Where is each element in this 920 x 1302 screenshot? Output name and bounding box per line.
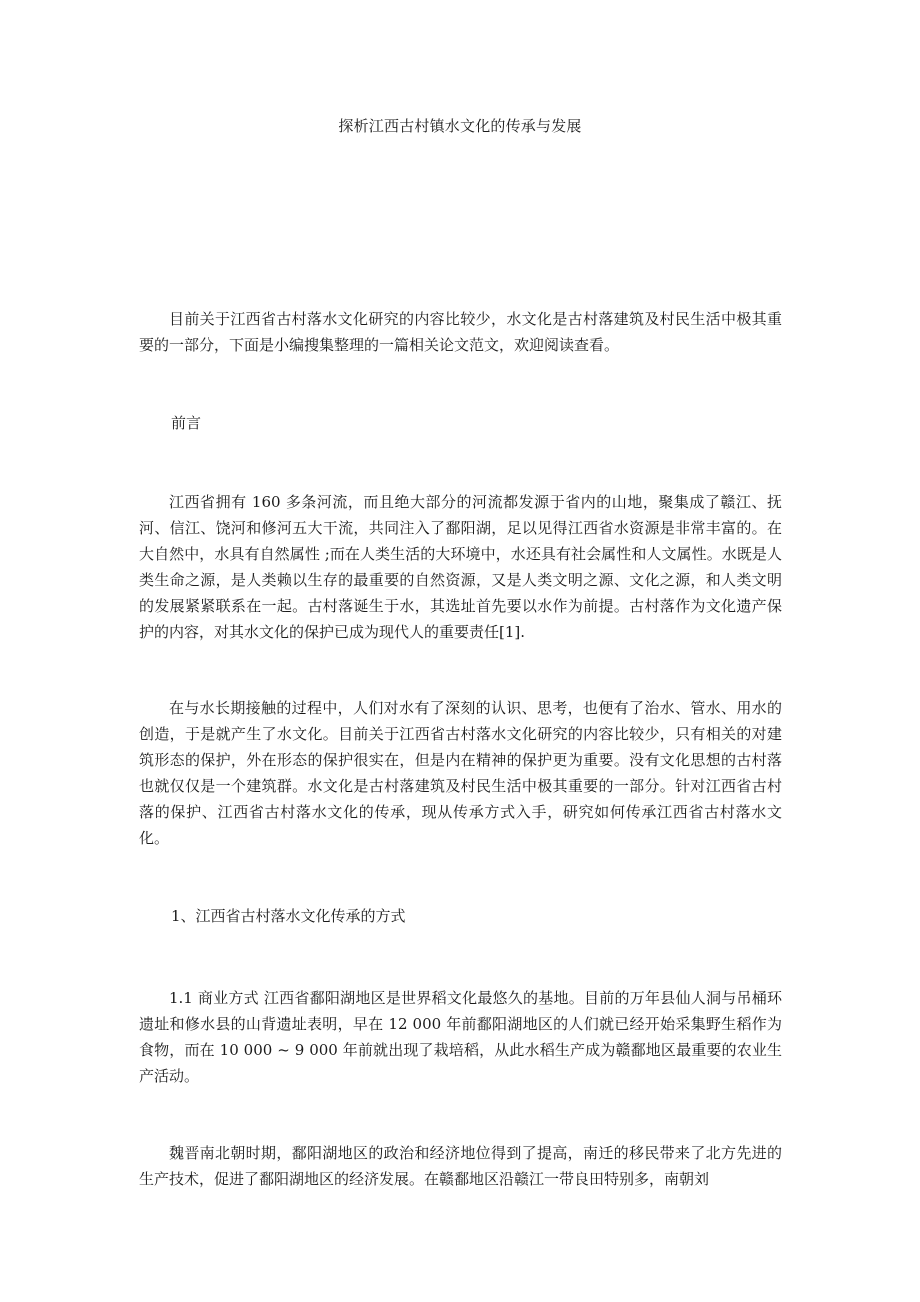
preface-heading: 前言 [171, 414, 202, 432]
intro-paragraph: 目前关于江西省古村落水文化研究的内容比较少，水文化是古村落建筑及村民生活中极其重要的一部分，下面是小编搜集整理的一篇相关论文范文，欢迎阅读查看。 [139, 310, 782, 354]
body-paragraph-3: 1.1 商业方式 江西省鄱阳湖地区是世界稻文化最悠久的基地。目前的万年县仙人洞与吊桶环遗址和修水县的山背遗址表明，早在 12 000 年前鄱阳湖地区的人们就已经开始采集野生稻作为食物，而在 10 000 ~ 9 000 年前就出现了栽培稻，从此水稻生产成为赣鄱地区最重要的农业生产活动。 [139, 989, 782, 1085]
section-1-heading: 1、江西省古村落水文化传承的方式 [171, 907, 406, 925]
document-title: 探析江西古村镇水文化的传承与发展 [338, 117, 582, 135]
body-paragraph-2: 在与水长期接触的过程中，人们对水有了深刻的认识、思考，也便有了治水、管水、用水的创造，于是就产生了水文化。目前关于江西省古村落水文化研究的内容比较少，只有相关的对建筑形态的保护，外在形态的保护很实在，但是内在精神的保护更为重要。没有文化思想的古村落也就仅仅是一个建筑群。水文化是古村落建筑及村民生活中极其重要的一部分。针对江西省古村落的保护、江西省古村落水文化的传承，现从传承方式入手，研究如何传承江西省古村落水文化。 [139, 699, 782, 847]
body-paragraph-4: 魏晋南北朝时期，鄱阳湖地区的政治和经济地位得到了提高，南迁的移民带来了北方先进的生产技术，促进了鄱阳湖地区的经济发展。在赣鄱地区沿赣江一带良田特别多，南朝刘 [139, 1144, 782, 1188]
body-paragraph-1: 江西省拥有 160 多条河流，而且绝大部分的河流都发源于省内的山地，聚集成了赣江、抚河、信江、饶河和修河五大干流，共同注入了鄱阳湖，足以见得江西省水资源是非常丰富的。在大自然中，水具有自然属性 ;而在人类生活的大环境中，水还具有社会属性和人文属性。水既是人类生命之源，是人类赖以生存的最重要的自然资源，又是人类文明之源、文化之源，和人类文明的发展紧紧联系在一起。古村落诞生于水，其选址首先要以水作为前提。古村落作为文化遗产保护的内容，对其水文化的保护已成为现代人的重要责任[1]. [139, 493, 782, 641]
